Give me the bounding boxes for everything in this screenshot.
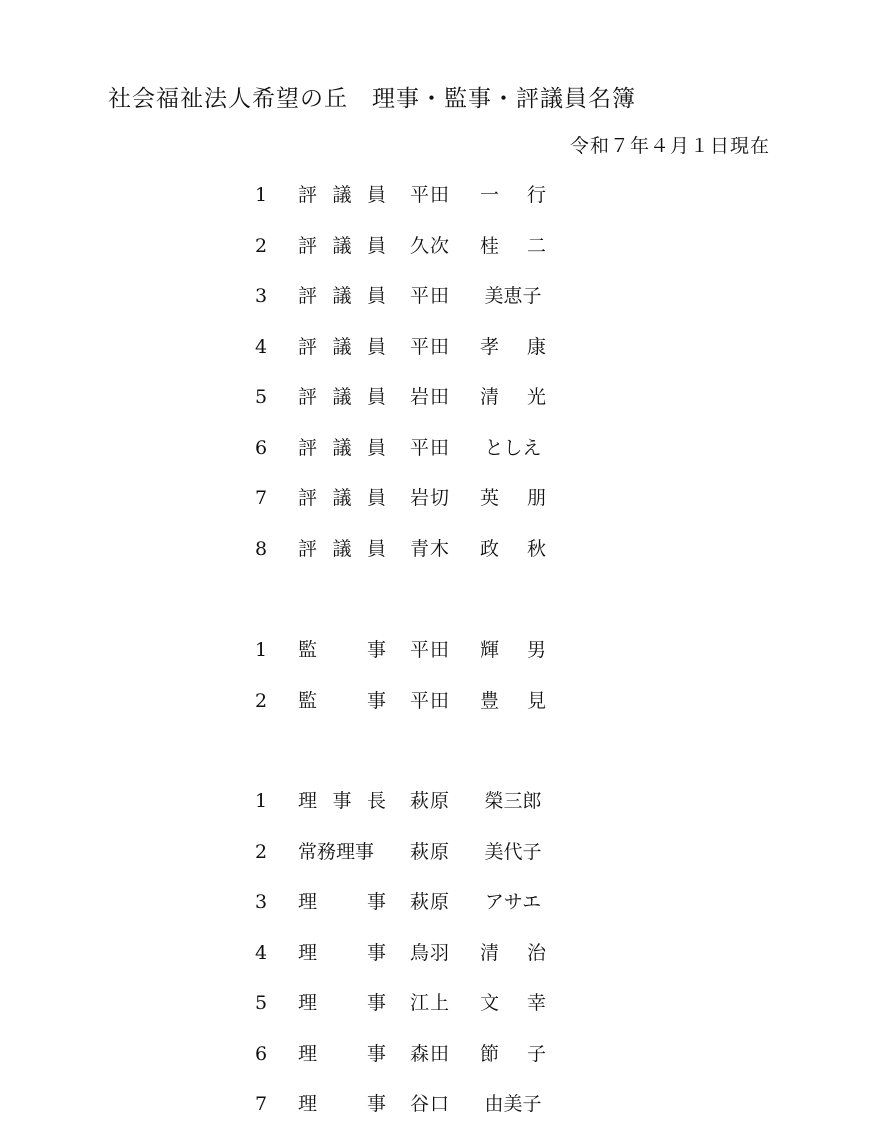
member-surname: 平田 (410, 285, 451, 307)
member-role-part: 監 (298, 639, 318, 661)
member-role-part: 理 (298, 790, 318, 812)
member-given-name (480, 433, 546, 463)
member-row (255, 231, 575, 261)
member-role-part: 理 (298, 941, 318, 964)
member-role (298, 686, 386, 716)
member-role (298, 988, 386, 1018)
member-number: 7 (255, 487, 268, 509)
member-given-name (480, 988, 546, 1018)
as-of-date: 令和７年４月１日現在 (570, 135, 771, 157)
member-given-name-part: 男 (526, 639, 546, 661)
member-role (298, 1089, 386, 1119)
member-given-name-part: 一 (480, 184, 500, 206)
member-row (255, 1089, 575, 1119)
member-role-part: 議 (332, 537, 352, 560)
member-given-name-part: 秋 (526, 537, 546, 560)
member-row (255, 786, 575, 816)
member-given-name-part: 子 (526, 1042, 546, 1065)
member-role-part: 理 (298, 1093, 318, 1115)
member-role-part: 議 (332, 335, 352, 358)
member-given-name (480, 1089, 546, 1119)
member-row (255, 281, 575, 311)
member-surname: 平田 (410, 639, 451, 661)
member-surname: 久次 (410, 234, 451, 257)
member-role (298, 433, 386, 463)
member-role-part: 事 (332, 790, 352, 812)
member-given-name-part: 文 (480, 992, 500, 1014)
member-given-name-part: 美代子 (484, 840, 542, 863)
member-given-name (480, 180, 546, 210)
member-given-name-part: 朋 (526, 487, 546, 509)
member-row (255, 686, 575, 716)
member-role (298, 786, 386, 816)
member-surname: 青木 (410, 537, 451, 560)
member-number: 1 (255, 184, 268, 206)
member-given-name-part: 輝 (480, 639, 500, 661)
member-row (255, 534, 575, 564)
member-number: 4 (255, 335, 268, 358)
member-given-name (480, 938, 546, 968)
member-given-name (480, 281, 546, 311)
member-role (298, 231, 386, 261)
member-role-part: 議 (332, 184, 352, 206)
member-given-name-part: 行 (526, 184, 546, 206)
member-row (255, 887, 575, 917)
member-role-part: 事 (366, 891, 386, 913)
member-number: 2 (255, 234, 268, 257)
member-row (255, 483, 575, 513)
member-role-part: 員 (366, 487, 386, 509)
member-role-part: 員 (366, 386, 386, 408)
member-role (298, 483, 386, 513)
member-number: 2 (255, 689, 268, 712)
member-number: 6 (255, 436, 268, 459)
member-surname: 平田 (410, 184, 451, 206)
member-given-name-part: 節 (480, 1042, 500, 1065)
member-given-name (480, 1039, 546, 1069)
member-role (298, 837, 386, 867)
member-row (255, 635, 575, 665)
member-row (255, 332, 575, 362)
member-given-name-part: 美恵子 (484, 285, 542, 307)
member-given-name (480, 837, 546, 867)
member-surname: 谷口 (410, 1093, 451, 1115)
member-role-part: 事 (366, 992, 386, 1014)
member-role-part: 理 (298, 992, 318, 1014)
member-given-name-part: 由美子 (484, 1093, 542, 1115)
member-row (255, 938, 575, 968)
member-given-name-part: 幸 (526, 992, 546, 1014)
member-role-part: 評 (298, 436, 318, 459)
member-role-part: 理 (298, 891, 318, 913)
member-row (255, 433, 575, 463)
member-surname: 萩原 (410, 790, 451, 812)
member-role (298, 534, 386, 564)
member-role (298, 382, 386, 412)
member-given-name-part: 康 (526, 335, 546, 358)
member-number: 3 (255, 285, 268, 307)
member-given-name-part: 桂 (480, 234, 500, 257)
member-given-name (480, 483, 546, 513)
member-role-part: 評 (298, 487, 318, 509)
document-title: 社会福祉法人希望の丘 理事・監事・評議員名簿 (108, 86, 636, 112)
member-given-name-part: 政 (480, 537, 500, 560)
member-surname: 森田 (410, 1042, 451, 1065)
member-role-part: 常務理事 (298, 840, 375, 863)
member-number: 1 (255, 639, 268, 661)
member-row (255, 180, 575, 210)
member-given-name-part: 榮三郎 (484, 790, 542, 812)
member-role-part: 監 (298, 689, 318, 712)
member-role-part: 員 (366, 436, 386, 459)
member-surname: 鳥羽 (410, 941, 451, 964)
member-row (255, 1039, 575, 1069)
member-role-part: 理 (298, 1042, 318, 1065)
member-surname: 萩原 (410, 840, 451, 863)
member-role-part: 員 (366, 537, 386, 560)
member-role-part: 議 (332, 487, 352, 509)
member-role-part: 員 (366, 335, 386, 358)
member-role-part: 員 (366, 285, 386, 307)
member-given-name-part: 光 (526, 386, 546, 408)
member-role-part: 議 (332, 436, 352, 459)
member-role-part: 議 (332, 234, 352, 257)
member-given-name (480, 231, 546, 261)
member-surname: 江上 (410, 992, 451, 1014)
member-surname: 平田 (410, 689, 451, 712)
member-role-part: 評 (298, 184, 318, 206)
member-surname: 岩切 (410, 487, 451, 509)
member-given-name-part: 清 (480, 941, 500, 964)
member-given-name (480, 686, 546, 716)
member-number: 3 (255, 891, 268, 913)
member-role-part: 評 (298, 234, 318, 257)
member-role (298, 332, 386, 362)
member-row (255, 988, 575, 1018)
member-surname: 岩田 (410, 386, 451, 408)
member-role (298, 887, 386, 917)
member-given-name-part: 治 (526, 941, 546, 964)
member-surname: 平田 (410, 436, 451, 459)
member-role-part: 長 (366, 790, 386, 812)
member-given-name (480, 332, 546, 362)
member-role-part: 員 (366, 184, 386, 206)
member-role-part: 評 (298, 537, 318, 560)
member-role-part: 評 (298, 386, 318, 408)
member-given-name-part: 英 (480, 487, 500, 509)
member-row (255, 382, 575, 412)
member-given-name-part: 二 (526, 234, 546, 257)
member-given-name-part: 見 (526, 689, 546, 712)
member-number: 8 (255, 537, 268, 560)
member-role-part: 事 (366, 689, 386, 712)
member-surname: 平田 (410, 335, 451, 358)
member-role (298, 180, 386, 210)
member-number: 5 (255, 386, 268, 408)
member-given-name-part: 孝 (480, 335, 500, 358)
member-role-part: 議 (332, 386, 352, 408)
member-number: 5 (255, 992, 268, 1014)
member-number: 7 (255, 1093, 268, 1115)
member-role-part: 員 (366, 234, 386, 257)
member-role-part: 評 (298, 335, 318, 358)
member-given-name (480, 534, 546, 564)
member-given-name (480, 635, 546, 665)
member-role-part: 評 (298, 285, 318, 307)
member-given-name-part: としえ (484, 436, 542, 459)
member-number: 4 (255, 941, 268, 964)
member-row (255, 837, 575, 867)
member-role (298, 938, 386, 968)
member-role (298, 281, 386, 311)
member-given-name (480, 887, 546, 917)
member-role-part: 事 (366, 639, 386, 661)
member-given-name-part: 清 (480, 386, 500, 408)
member-role-part: 事 (366, 1093, 386, 1115)
member-given-name-part: アサエ (484, 891, 542, 913)
member-given-name-part: 豊 (480, 689, 500, 712)
member-role-part: 議 (332, 285, 352, 307)
member-number: 2 (255, 840, 268, 863)
member-given-name (480, 786, 546, 816)
member-role (298, 1039, 386, 1069)
member-given-name (480, 382, 546, 412)
member-role-part: 事 (366, 941, 386, 964)
member-number: 1 (255, 790, 268, 812)
member-role-part: 事 (366, 1042, 386, 1065)
member-surname: 萩原 (410, 891, 451, 913)
member-number: 6 (255, 1042, 268, 1065)
member-role (298, 635, 386, 665)
